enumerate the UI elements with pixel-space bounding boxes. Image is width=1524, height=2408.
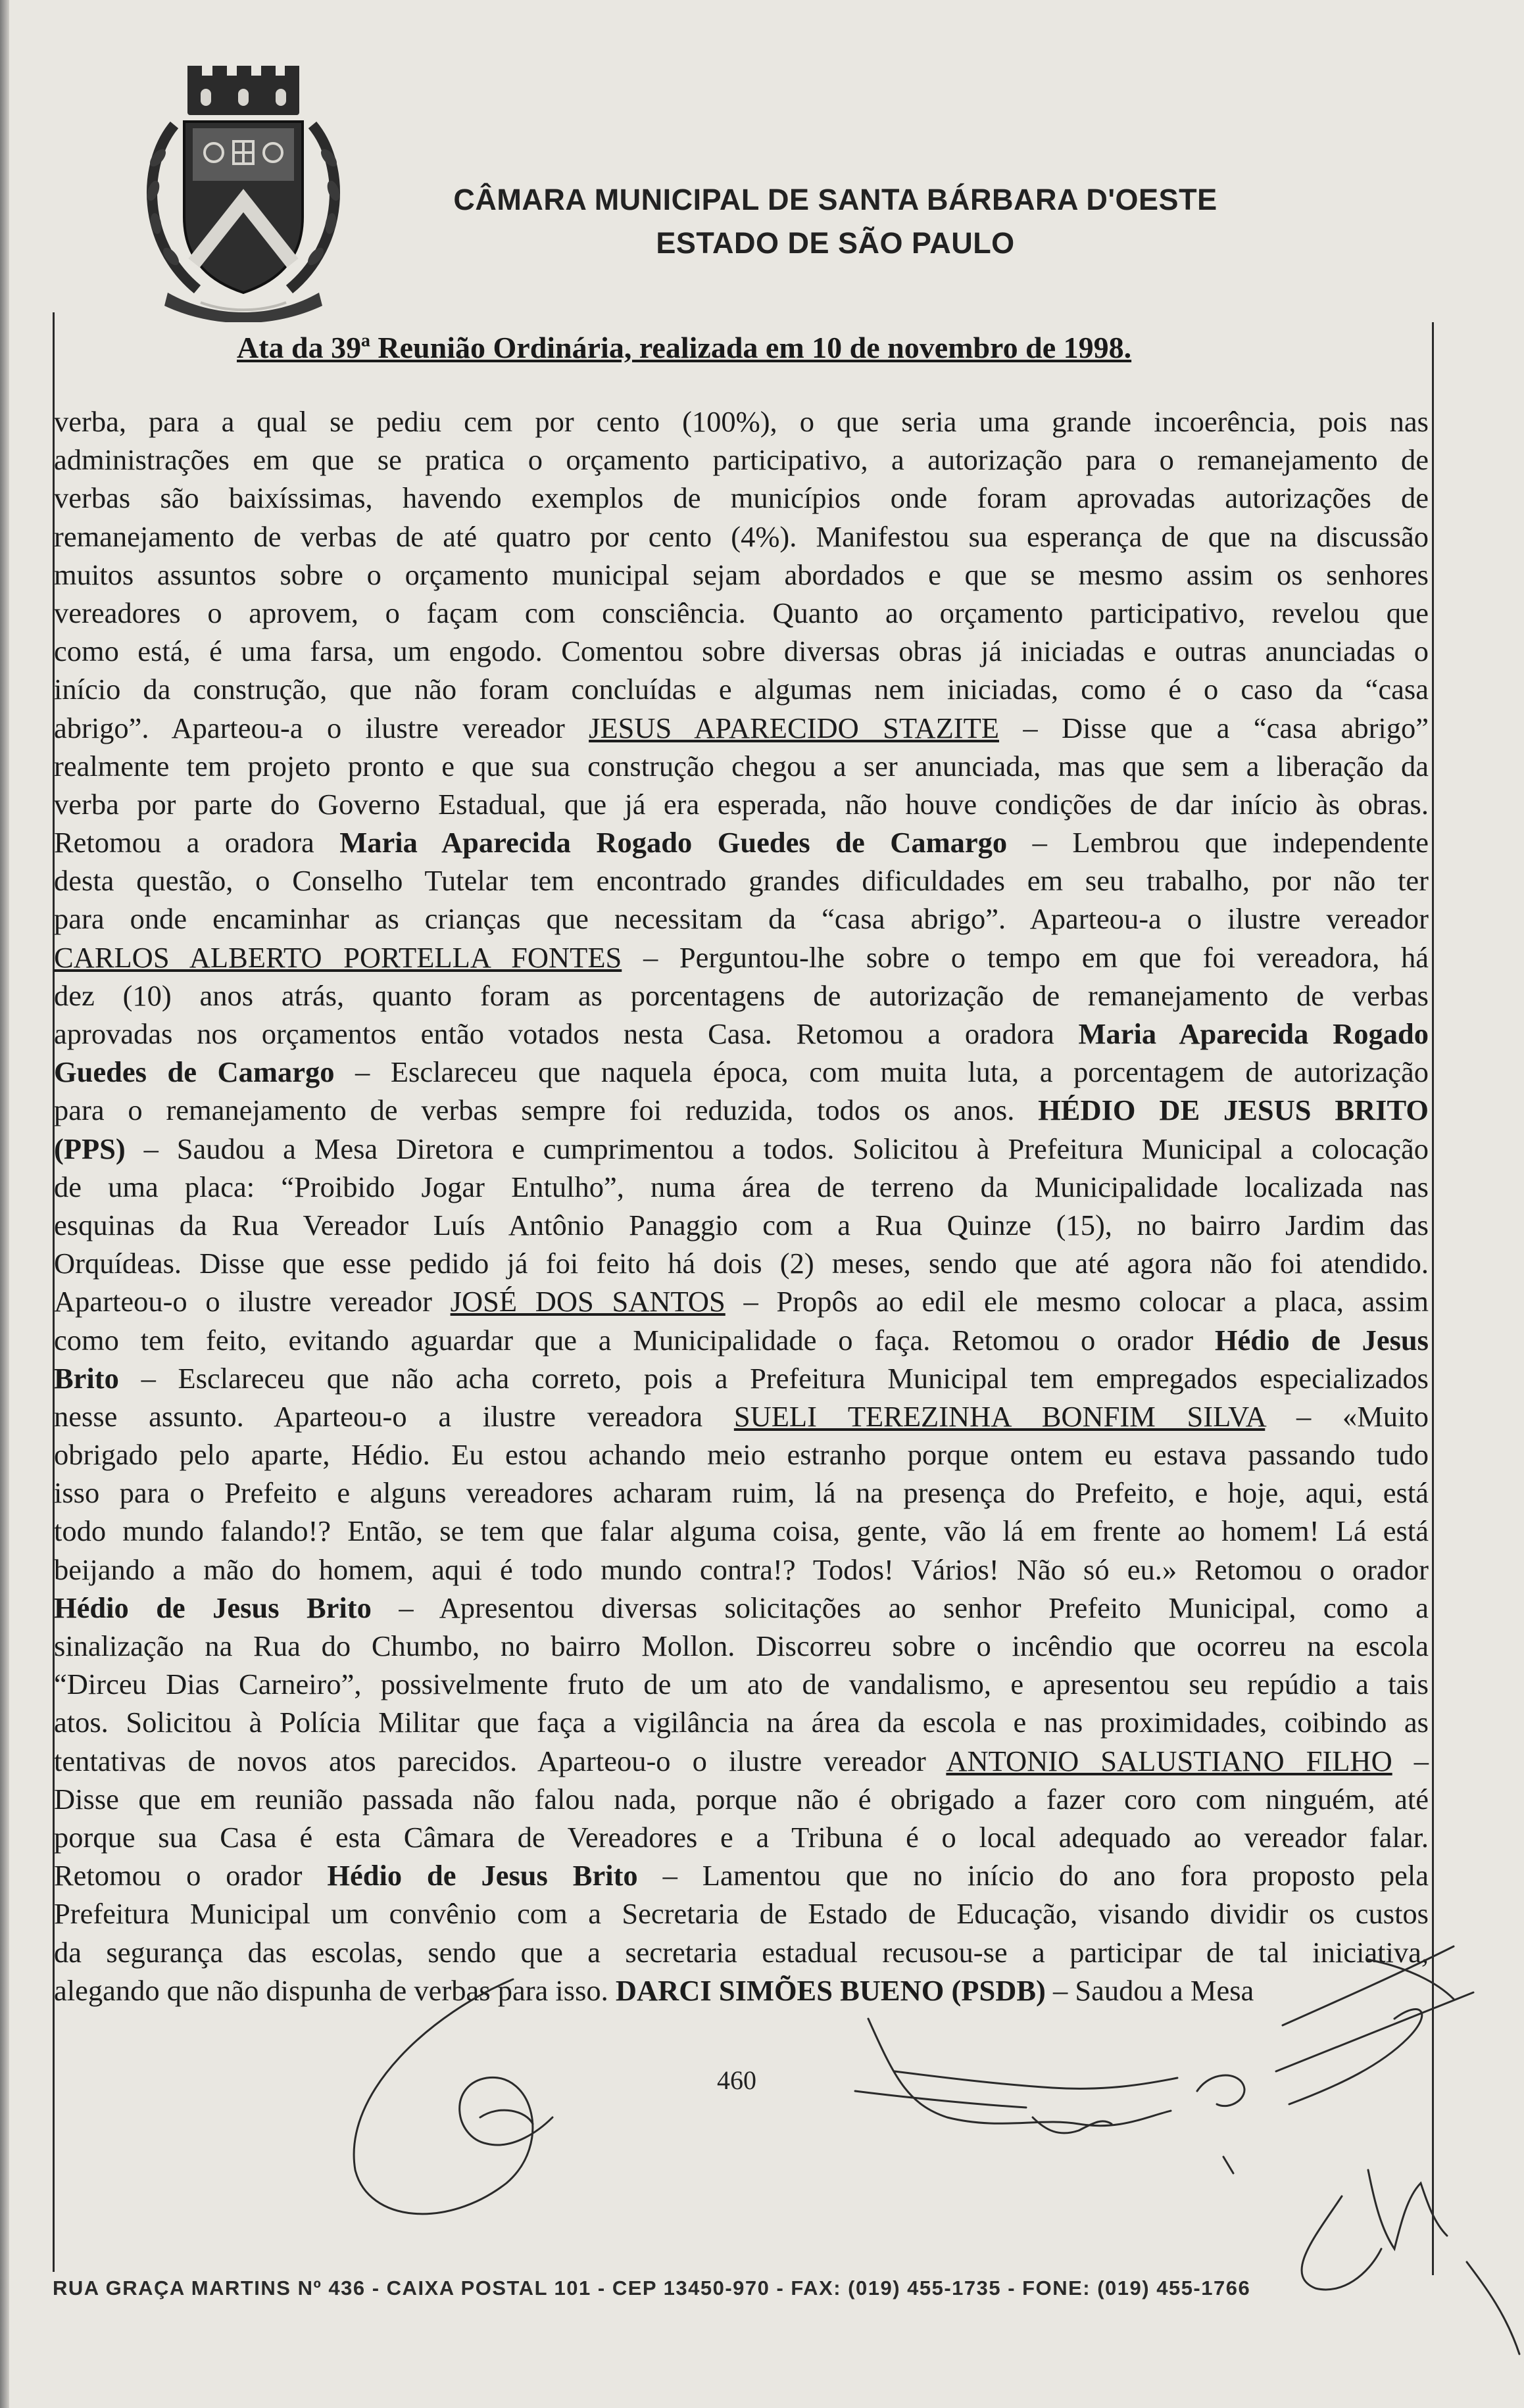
text-segment: – Saudou a Mesa [1045, 1973, 1254, 2007]
text-line [54, 1589, 1429, 1627]
text-line: verba, para a qual se pediu cem por cento (100%), o que seria uma grande incoerência, pois nas [54, 405, 1429, 438]
text-segment: – Propôs ao edil ele mesmo colocar a placa, assim [725, 1285, 1429, 1318]
text-line [54, 709, 1429, 747]
text-line [54, 1282, 1429, 1320]
text-line: início da construção, que não foram concluídas e algumas nem iniciadas, como é o caso da “casa [54, 673, 1429, 706]
text-line: como está, é uma farsa, um engodo. Comentou sobre diversas obras já iniciadas e outras anunciadas o [54, 635, 1429, 668]
text-line: beijando a mão do homem, aqui é todo mundo contra!? Todos! Vários! Não só eu.» Retomou o orador [54, 1553, 1429, 1586]
text-line [54, 1015, 1429, 1053]
text-segment: – Esclareceu que não acha correto, pois a Prefeitura Municipal tem empregados especializados [118, 1361, 1429, 1395]
handwritten-signatures [316, 1920, 1524, 2408]
text-line: de uma placa: “Proibido Jogar Entulho”, numa área de terreno da Municipalidade localizada nas [54, 1170, 1429, 1203]
text-line: atos. Solicitou à Polícia Militar que faça a vigilância na área da escola e nas proximidades, coibindo as [54, 1706, 1429, 1739]
text-segment: – Disse que a “casa abrigo” [998, 711, 1429, 744]
text-line: Disse que em reunião passada não falou nada, porque não é obrigado a fazer coro com ninguém, até [54, 1782, 1429, 1816]
text-line [54, 1742, 1429, 1780]
speaker-name: HÉDIO DE JESUS BRITO [1038, 1094, 1429, 1127]
text-segment: Retomou a oradora [54, 826, 340, 859]
text-line: muitos assuntos sobre o orçamento municipal sejam abordados e que se mesmo assim os senhores [54, 558, 1429, 591]
coat-of-arms-seal [135, 66, 352, 322]
text-segment: nesse assunto. Aparteou-o a ilustre vereadora [54, 1399, 734, 1433]
minutes-title: Ata da 39ª Reunião Ordinária, realizada em 10 de novembro de 1998. [237, 331, 1132, 364]
text-line: obrigado pelo aparte, Hédio. Eu estou achando meio estranho porque ontem eu estava passando tudo [54, 1438, 1429, 1472]
text-line: remanejamento de verbas de até quatro por cento (4%). Manifestou sua esperança de que na discussão [54, 519, 1429, 553]
text-line [54, 1130, 1429, 1168]
text-line: “Dirceu Dias Carneiro”, possivelmente fruto de um ato de vandalismo, e apresentou seu repúdio a tais [54, 1668, 1429, 1701]
text-line [54, 1359, 1429, 1397]
text-segment: Aparteou-o o ilustre vereador [54, 1285, 451, 1318]
text-line: dez (10) anos atrás, quanto foram as porcentagens de autorização de remanejamento de verbas [54, 978, 1429, 1012]
text-line [54, 1321, 1429, 1359]
text-segment: Retomou o orador [54, 1859, 328, 1892]
footer-address: RUA GRAÇA MARTINS Nº 436 - CAIXA POSTAL 101 - CEP 13450-970 - FAX: (019) 455-1735 - FONE: (019) 455-1766 [53, 2276, 1251, 2300]
page-number: 460 [717, 2065, 756, 2095]
councilor-name: ANTONIO SALUSTIANO FILHO [946, 1744, 1392, 1777]
speaker-name: Maria Aparecida Rogado [1078, 1017, 1429, 1050]
text-line: desta questão, o Conselho Tutelar tem encontrado grandes dificuldades em seu trabalho, por não ter [54, 864, 1429, 898]
speaker-name: Hédio de Jesus Brito [327, 1859, 638, 1892]
text-line: isso para o Prefeito e alguns vereadores acharam ruim, lá na presença do Prefeito, e hoje, aqui, está [54, 1476, 1429, 1510]
text-segment: como tem feito, evitando aguardar que a Municipalidade o faça. Retomou o orador [54, 1323, 1215, 1357]
speaker-name: Maria Aparecida Rogado Guedes de Camargo [339, 826, 1008, 859]
text-segment: – Perguntou-lhe sobre o tempo em que foi vereadora, há [622, 940, 1429, 974]
text-segment: para o remanejamento de verbas sempre foi reduzida, todos os anos. [54, 1094, 1039, 1127]
text-segment: – Saudou a Mesa Diretora e cumprimentou a todos. Solicitou à Prefeitura Municipal a colocação [125, 1132, 1429, 1165]
text-segment: abrigo”. Aparteou-a o ilustre vereador [54, 711, 589, 744]
text-segment: alegando que não dispunha de verbas para isso. [54, 1973, 616, 2007]
speaker-name: Brito [54, 1361, 119, 1395]
councilor-name: JESUS APARECIDO STAZITE [589, 711, 999, 744]
text-line: administrações em que se pratica o orçamento participativo, a autorização para o remanejamento de [54, 443, 1429, 477]
text-line: verbas são baixíssimas, havendo exemplos de municípios onde foram aprovadas autorizações de [54, 481, 1429, 515]
text-line [54, 1397, 1429, 1435]
text-segment: aprovadas nos orçamentos então votados nesta Casa. Retomou a oradora [54, 1017, 1079, 1050]
text-segment: – Esclareceu que naquela época, com muita luta, a porcentagem de autorização [334, 1055, 1429, 1089]
text-line [54, 1091, 1429, 1129]
text-line: realmente tem projeto pronto e que sua construção chegou a ser anunciada, mas que sem a liberação da [54, 749, 1429, 783]
state-name: ESTADO DE SÃO PAULO [656, 226, 1015, 260]
councilor-name: SUELI TEREZINHA BONFIM SILVA [733, 1399, 1266, 1433]
speaker-name: Hédio de Jesus [1214, 1323, 1429, 1357]
text-line [54, 1856, 1429, 1894]
text-line: todo mundo falando!? Então, se tem que falar alguma coisa, gente, vão lá em frente ao homem! Lá está [54, 1514, 1429, 1548]
speaker-name: Guedes de Camargo [54, 1055, 335, 1089]
text-line: da segurança das escolas, sendo que a secretaria estadual recusou-se a participar de tal iniciativa, [54, 1935, 1429, 1969]
text-line: para onde encaminhar as crianças que necessitam da “casa abrigo”. Aparteou-a o ilustre vereador [54, 902, 1429, 936]
text-line [54, 823, 1429, 861]
text-segment: – Apresentou diversas solicitações ao senhor Prefeito Municipal, como a [371, 1591, 1429, 1624]
councilor-name: JOSÉ DOS SANTOS [450, 1285, 725, 1318]
text-line: verba por parte do Governo Estadual, que já era esperada, não houve condições de dar início às obras. [54, 787, 1429, 821]
speaker-name: Hédio de Jesus Brito [54, 1591, 372, 1624]
speaker-name: DARCI SIMÕES BUENO (PSDB) [615, 1973, 1046, 2007]
institution-name: CÂMARA MUNICIPAL DE SANTA BÁRBARA D'OESTE [453, 183, 1217, 216]
text-segment: – Lamentou que no início do ano fora proposto pela [637, 1859, 1429, 1892]
minutes-body [54, 402, 1429, 2010]
text-segment: – «Muito [1265, 1399, 1429, 1433]
text-line: Orquídeas. Disse que esse pedido já foi feito há dois (2) meses, sendo que até agora não foi atendido. [54, 1247, 1429, 1280]
text-line: vereadores o aprovem, o façam com consciência. Quanto ao orçamento participativo, revelou que [54, 596, 1429, 629]
text-segment: tentativas de novos atos parecidos. Aparteou-o o ilustre vereador [54, 1744, 946, 1777]
text-line: Prefeitura Municipal um convênio com a Secretaria de Estado de Educação, visando dividir os custos [54, 1897, 1429, 1931]
party-label: (PPS) [54, 1132, 126, 1165]
text-line: sinalização na Rua do Chumbo, no bairro Mollon. Discorreu sobre o incêndio que ocorreu na escola [54, 1629, 1429, 1662]
councilor-name: CARLOS ALBERTO PORTELLA FONTES [54, 940, 622, 974]
scan-edge-shadow [0, 0, 9, 2408]
text-segment: – [1392, 1744, 1429, 1777]
text-line [54, 938, 1429, 976]
text-line: porque sua Casa é esta Câmara de Vereadores e a Tribuna é o local adequado ao vereador falar. [54, 1820, 1429, 1854]
text-line: esquinas da Rua Vereador Luís Antônio Panaggio com a Rua Quinze (15), no bairro Jardim das [54, 1208, 1429, 1241]
text-segment: – Lembrou que independente [1007, 826, 1429, 859]
text-line [54, 1053, 1429, 1091]
